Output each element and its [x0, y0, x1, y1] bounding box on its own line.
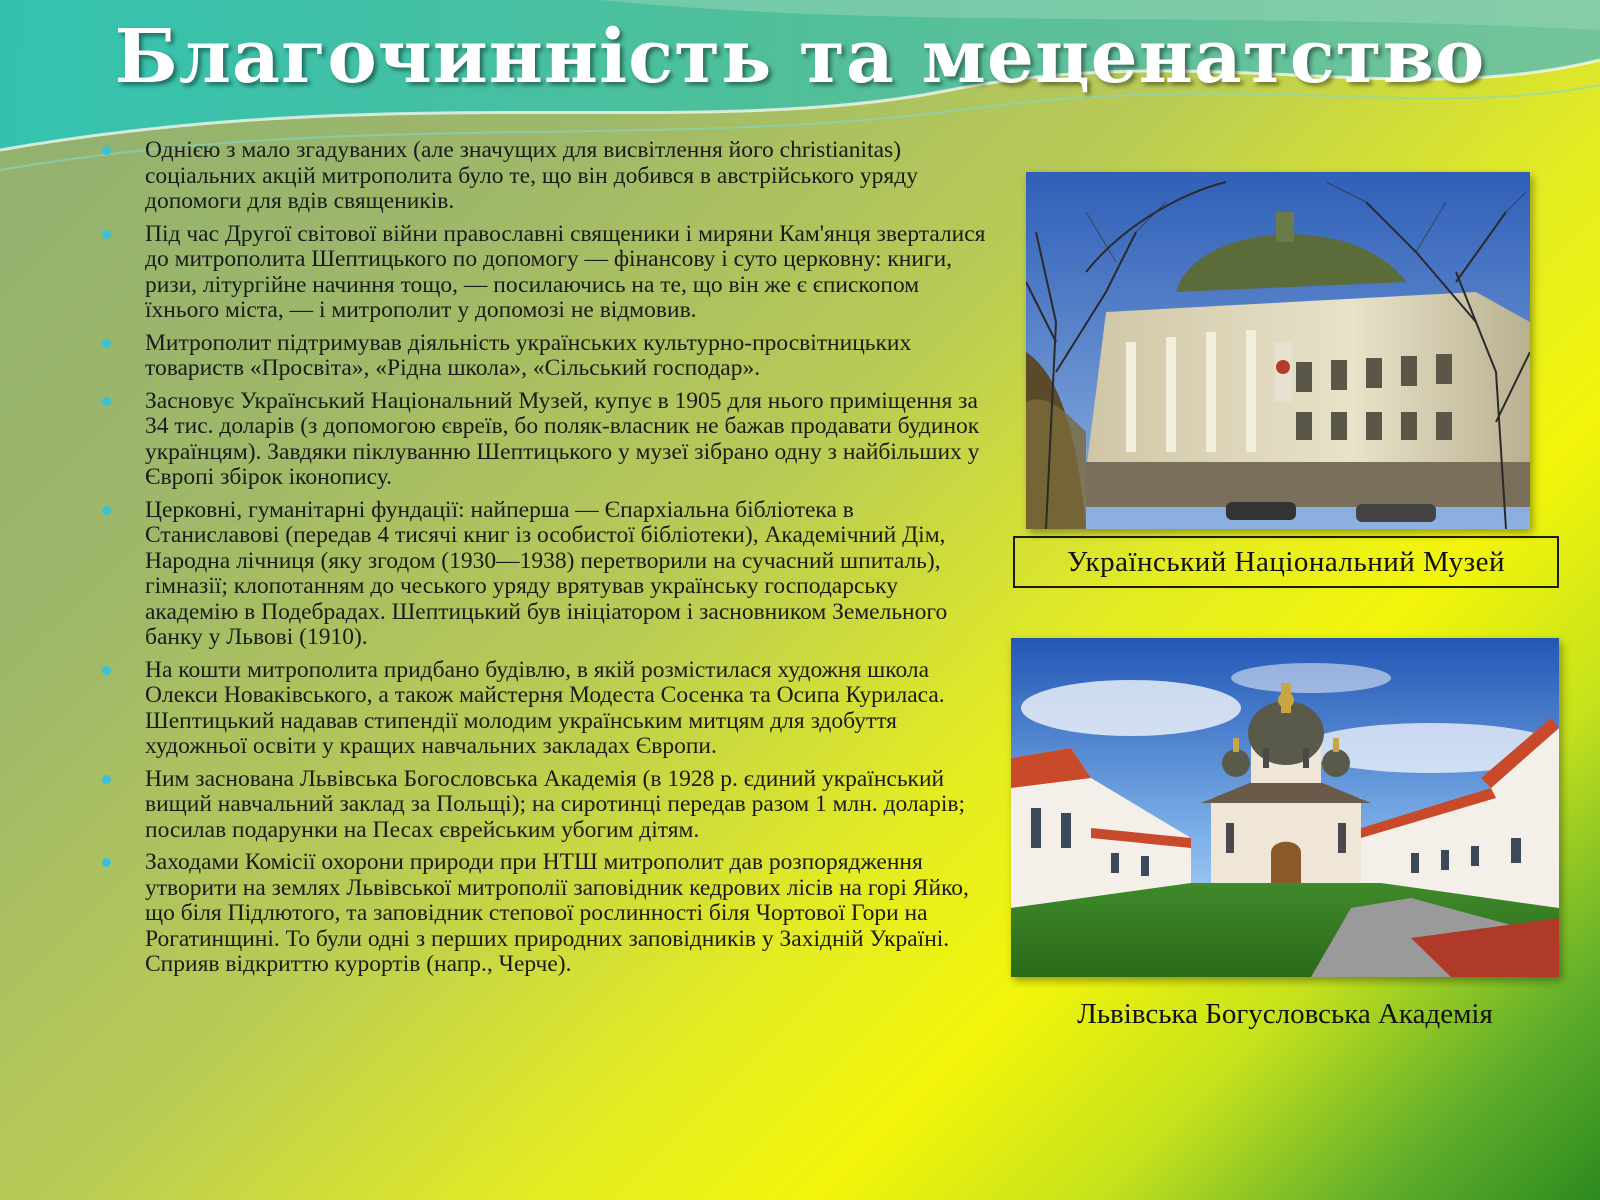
bullet-text: Ним заснована Львівська Богословська Академія (в 1928 р. єдиний український вищий навчальний заклад за Польщі); на сиротинці передав разом 1 млн. доларів; посилав подарунки на Песах єврейським убогим дітям.: [145, 765, 966, 843]
bullet-dot-icon: [102, 146, 111, 155]
museum-photo: [1026, 172, 1530, 529]
slide-title: Благочинність та меценатство: [114, 14, 1486, 100]
bullet-dot-icon: [102, 506, 111, 515]
bullet-text: Заходами Комісії охорони природи при НТШ митрополит дав розпорядження утворити на землях Львівської митрополії заповідник кедрових лісів на горі Яйко, що біля Підлютого, та заповідник степової рослинності біля Чортової Гори на Рогатинщині. То були одні з перших природних заповідників у Західній Україні. Сприяв відкриттю курортів (напр., Черче).: [145, 849, 969, 977]
bullet-text: Митрополит підтримував діяльність українських культурно-просвітницьких товариств «Просвіта», «Рідна школа», «Сільський господар».: [145, 329, 912, 381]
bullet-item: [96, 331, 991, 382]
bullet-dot-icon: [102, 858, 111, 867]
bullet-item: [96, 389, 991, 491]
bullet-dot-icon: [102, 397, 111, 406]
bullet-item: [96, 138, 991, 215]
bullet-item: [96, 658, 991, 760]
academy-caption: Львівська Богусловська Академія: [1077, 998, 1493, 1030]
academy-photo: [1011, 638, 1559, 977]
bullet-item: [96, 767, 991, 844]
bullet-text: Під час Другої світової війни православні священики і миряни Кам'янця зверталися до митрополита Шептицького по допомогу — фінансову і суто церковну: книги, ризи, літургійне начиння тощо, — посилаючись на те, що він же є єпископом їхнього міста, — і митрополит у допомозі не відмовив.: [145, 220, 986, 323]
bullet-item: [96, 498, 991, 651]
bullet-dot-icon: [102, 339, 111, 348]
bullet-dot-icon: [102, 775, 111, 784]
bullet-dot-icon: [102, 666, 111, 675]
bullet-dot-icon: [102, 230, 111, 239]
bullet-list: [96, 138, 991, 985]
bullet-item: [96, 850, 991, 978]
bullet-item: [96, 222, 991, 324]
bullet-text: Церковні, гуманітарні фундації: найперша — Єпархіальна бібліотека в Станиславові (передав 4 тисячі книг із особистої бібліотеки), Академічний Дім, Народна лічниця (яку згодом (1930—1938) перетворили на сучасний шпиталь), гімназії; клопотанням до чеського уряду врятував українську господарську академію в Подебрадах. Шептицький був ініціатором і засновником Земельного банку у Львові (1910).: [145, 496, 948, 650]
bullet-text: Засновує Український Національний Музей, купує в 1905 для нього приміщення за 34 тис. доларів (з допомогою євреїв, бо поляк-власник не бажав продавати будинок українцям). Завдяки піклуванню Шептицького у музеї зібрано одну з найбільших у Європі збірок іконопису.: [145, 387, 980, 490]
bullet-text: На кошти митрополита придбано будівлю, в якій розмістилася художня школа Олекси Новаківського, а також майстерня Модеста Сосенка та Осипа Куриласа. Шептицький надавав стипендії молодим українським митцям для здобуття художньої освіти у кращих навчальних закладах Європи.: [145, 656, 945, 759]
museum-caption: Український Національний Музей: [1013, 536, 1559, 588]
bullet-text: Однією з мало згадуваних (але значущих для висвітлення його christianitas) соціальних акцій митрополита було те, що він добився в австрійського уряду допомоги для вдів священиків.: [145, 137, 918, 214]
